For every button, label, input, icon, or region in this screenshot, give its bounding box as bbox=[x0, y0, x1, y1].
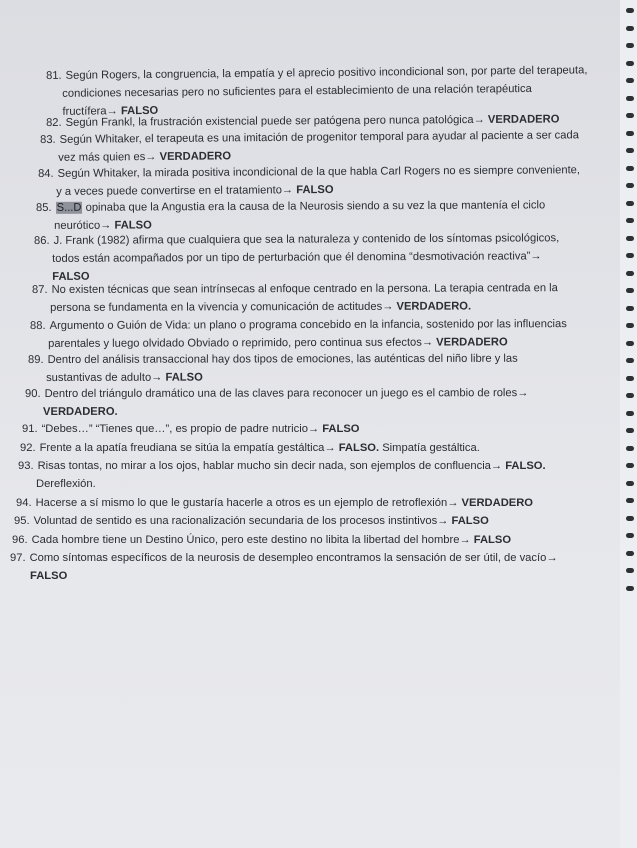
question-number: 82. bbox=[46, 116, 62, 129]
question-item bbox=[38, 162, 580, 201]
binder-edge bbox=[620, 0, 637, 848]
answer-label: FALSO bbox=[319, 423, 360, 435]
answer-label: FALSO. bbox=[502, 460, 546, 472]
question-item bbox=[30, 316, 567, 353]
binder-hole bbox=[626, 131, 634, 136]
binder-hole bbox=[626, 358, 634, 363]
question-line bbox=[14, 513, 489, 531]
question-text: neurótico→ bbox=[54, 219, 112, 232]
question-item bbox=[20, 440, 480, 458]
binder-hole bbox=[626, 376, 634, 381]
question-line bbox=[30, 316, 567, 336]
question-text: opinaba que la Angustia era la causa de la Neurosis siendo a su vez la que mantenía el ciclo bbox=[82, 199, 546, 214]
binder-hole bbox=[626, 253, 634, 258]
question-number: 83. bbox=[40, 133, 56, 146]
answer-label: FALSO bbox=[52, 270, 90, 283]
question-number: 86. bbox=[34, 234, 50, 247]
question-line bbox=[25, 385, 528, 404]
answer-label: VERDADERO. bbox=[43, 405, 118, 418]
question-text: Hacerse a sí mismo lo que le gustaría hacerle a otros es un ejemplo de retroflexión→ bbox=[35, 497, 459, 509]
question-number: 92. bbox=[20, 442, 36, 454]
question-number: 93. bbox=[18, 460, 34, 472]
question-text: Cada hombre tiene un Destino Único, pero este destino no libita la libertad del hombre→ bbox=[31, 534, 471, 546]
answer-label: FALSO bbox=[470, 534, 512, 546]
binder-hole bbox=[626, 341, 634, 346]
answer-label: FALSO. bbox=[335, 442, 380, 454]
question-number: 88. bbox=[30, 319, 46, 332]
binder-hole bbox=[626, 463, 634, 468]
question-number: 89. bbox=[28, 353, 44, 366]
answer-note: Dereflexión. bbox=[36, 477, 96, 490]
answer-label: VERDADERO bbox=[458, 497, 534, 509]
question-item bbox=[28, 351, 518, 388]
question-item bbox=[32, 280, 558, 317]
question-line bbox=[32, 280, 558, 300]
question-line bbox=[10, 550, 558, 568]
question-number: 84. bbox=[38, 167, 54, 180]
answer-label: FALSO bbox=[30, 569, 68, 582]
binder-hole bbox=[626, 288, 634, 293]
question-text: Voluntad de sentido es una racionalización secundaria de los procesos instintivos→ bbox=[33, 515, 449, 527]
binder-hole bbox=[626, 43, 634, 48]
answer-label: FALSO bbox=[117, 104, 159, 117]
question-text: Según Frankl, la frustración existencial puede ser patógena pero nunca patológica→ bbox=[65, 113, 485, 129]
answer-label: FALSO bbox=[448, 515, 489, 527]
question-number: 95. bbox=[14, 515, 30, 527]
question-text: condiciones necesarias pero no suficientes para el establecimiento de una relación terapéutica bbox=[62, 82, 532, 100]
question-item bbox=[18, 458, 546, 494]
question-text: fructífera→ bbox=[62, 104, 118, 118]
binder-hole bbox=[626, 568, 634, 573]
question-item bbox=[34, 230, 559, 286]
highlighted-text: S...D bbox=[56, 201, 82, 214]
question-number: 81. bbox=[46, 69, 62, 82]
question-text: Según Rogers, la congruencia, la empatía y el aprecio positivo incondicional son, por parte del terapeuta, bbox=[65, 64, 588, 82]
question-text: Dentro del análisis transaccional hay dos tipos de emociones, las auténticas del niño libre y las bbox=[47, 352, 518, 366]
question-number: 85. bbox=[36, 201, 52, 214]
binder-hole bbox=[626, 166, 634, 171]
question-item bbox=[10, 550, 558, 586]
binder-hole bbox=[626, 78, 634, 83]
question-line bbox=[20, 440, 480, 458]
question-line bbox=[16, 495, 533, 513]
answer-label: VERDADERO bbox=[484, 113, 560, 126]
question-line bbox=[32, 298, 558, 318]
question-text: Risas tontas, no mirar a los ojos, hablar mucho sin decir nada, son ejemplos de confluencia→ bbox=[37, 460, 503, 472]
binder-hole bbox=[626, 428, 634, 433]
question-item bbox=[12, 532, 511, 550]
binder-hole bbox=[626, 533, 634, 538]
binder-hole bbox=[626, 551, 634, 556]
question-line bbox=[18, 458, 546, 476]
binder-hole bbox=[626, 8, 634, 13]
question-text: parentales y luego olvidado Obviado o reprimido, pero continua sus efectos→ bbox=[48, 336, 434, 350]
answer-label: FALSO bbox=[111, 219, 152, 232]
question-line bbox=[22, 421, 360, 439]
binder-hole bbox=[626, 218, 634, 223]
binder-hole bbox=[626, 516, 634, 521]
question-line bbox=[28, 351, 518, 370]
answer-label: FALSO bbox=[162, 371, 203, 384]
question-text: Según Whitaker, el terapeuta es una imitación de progenitor temporal para ayudar al paciente a ser cada bbox=[59, 129, 579, 146]
question-text: todos están acompañados por un tipo de perturbación que él denomina “desmotivación reactiva”→ bbox=[52, 250, 542, 265]
question-number: 87. bbox=[32, 283, 48, 296]
binder-hole bbox=[626, 113, 634, 118]
question-text: Argumento o Guión de Vida: un plano o programa concebido en la infancia, sostenido por las influencias bbox=[49, 318, 567, 332]
question-line bbox=[38, 162, 580, 184]
question-text: persona se fundamenta en la vivencia y comunicación de actitudes→ bbox=[50, 300, 394, 314]
question-text: Como síntomas específicos de la neurosis de desempleo encontramos la sensación de ser útil, de vacío→ bbox=[29, 552, 558, 564]
question-text: y a veces puede convertirse en el tratamiento→ bbox=[56, 184, 294, 198]
question-item bbox=[14, 513, 489, 531]
question-text: J. Frank (1982) afirma que cualquiera que sea la naturaleza y contenido de los síntomas psicológicos, bbox=[53, 232, 560, 247]
question-line bbox=[34, 248, 559, 269]
question-number: 97. bbox=[10, 552, 26, 564]
question-item bbox=[16, 495, 533, 513]
answer-label: FALSO bbox=[293, 183, 334, 197]
question-number: 96. bbox=[12, 534, 28, 546]
binder-hole bbox=[626, 481, 634, 486]
binder-hole bbox=[626, 96, 634, 101]
question-line bbox=[25, 403, 528, 422]
answer-label: VERDADERO bbox=[156, 150, 232, 163]
question-text: vez más quien es→ bbox=[58, 150, 157, 164]
binder-hole bbox=[626, 306, 634, 311]
question-item bbox=[25, 385, 528, 421]
binder-hole bbox=[626, 393, 634, 398]
question-line bbox=[12, 532, 511, 550]
binder-hole bbox=[626, 183, 634, 188]
question-item bbox=[40, 127, 579, 167]
question-text: “Debes…” “Tienes que…”, es propio de padre nutricio→ bbox=[41, 423, 320, 435]
question-item bbox=[22, 421, 360, 439]
answer-label: VERDADERO bbox=[433, 336, 508, 349]
binder-hole bbox=[626, 236, 634, 241]
answer-label: VERDADERO. bbox=[393, 300, 472, 313]
binder-hole bbox=[626, 586, 634, 591]
binder-hole bbox=[626, 498, 634, 503]
question-line bbox=[10, 568, 558, 586]
question-text: No existen técnicas que sean intrínsecas al enfoque centrado en la persona. La terapia centrada en la bbox=[51, 282, 558, 296]
question-text: Según Whitaker, la mirada positiva incondicional de la que habla Carl Rogers no es siempre conveniente, bbox=[57, 164, 581, 180]
binder-hole bbox=[626, 26, 634, 31]
question-number: 91. bbox=[22, 423, 38, 435]
answer-note: Simpatía gestáltica. bbox=[379, 442, 480, 454]
question-text: Dentro del triángulo dramático una de las claves para reconocer un juego es el cambio de roles→ bbox=[44, 387, 529, 400]
question-line bbox=[36, 197, 545, 217]
binder-hole bbox=[626, 411, 634, 416]
binder-hole bbox=[626, 323, 634, 328]
binder-hole bbox=[626, 148, 634, 153]
question-number: 94. bbox=[16, 497, 32, 509]
binder-hole bbox=[626, 61, 634, 66]
question-text: Frente a la apatía freudiana se sitúa la empatía gestáltica→ bbox=[39, 442, 336, 454]
binder-hole bbox=[626, 201, 634, 206]
binder-hole bbox=[626, 271, 634, 276]
binder-hole bbox=[626, 446, 634, 451]
question-text: sustantivas de adulto→ bbox=[46, 371, 163, 384]
question-number: 90. bbox=[25, 387, 41, 400]
